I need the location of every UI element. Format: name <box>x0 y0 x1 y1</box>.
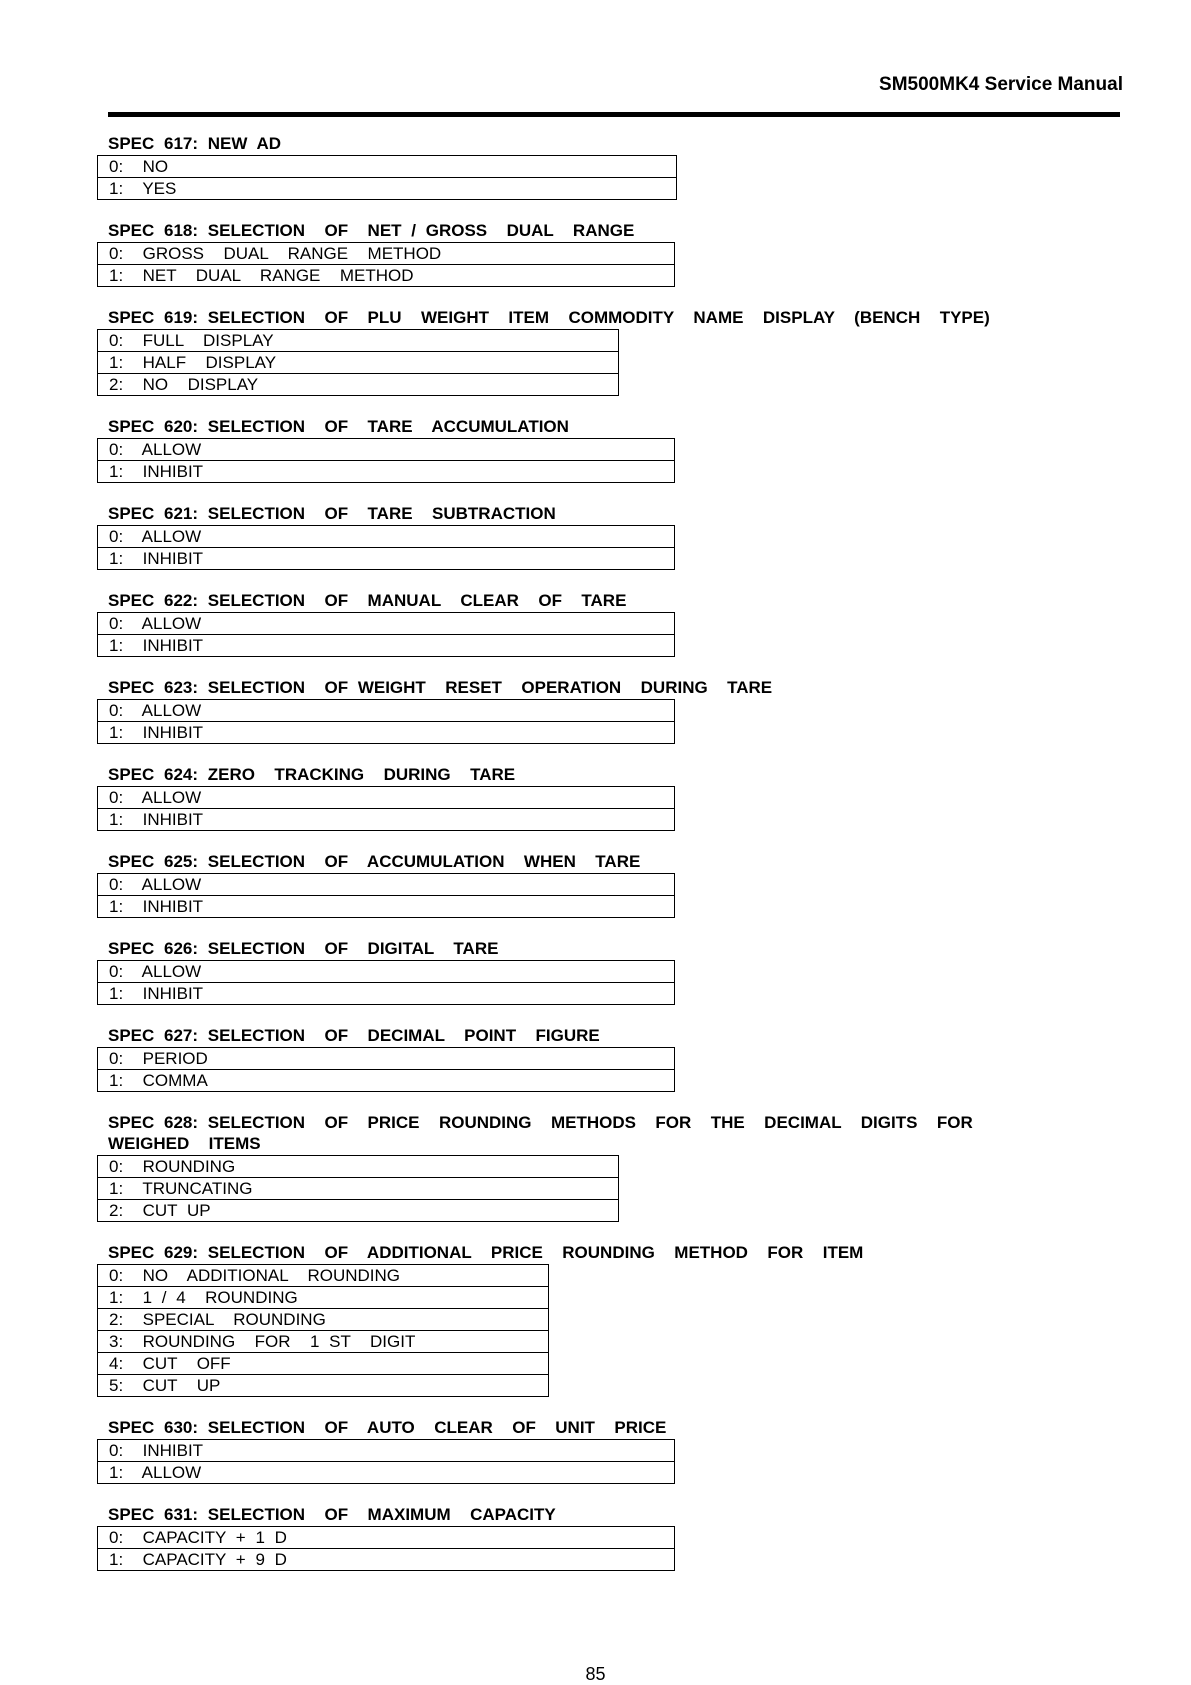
option-row: 1: INHIBIT <box>98 808 674 830</box>
option-row: 2: CUT UP <box>98 1199 618 1221</box>
spec-625 <box>97 851 1127 918</box>
spec-title: SPEC 623: SELECTION OF WEIGHT RESET OPERATION DURING TARE <box>108 678 773 697</box>
spec-title: SPEC 622: SELECTION OF MANUAL CLEAR OF TARE <box>108 591 627 610</box>
option-row: 5: CUT UP <box>98 1374 548 1396</box>
header-divider <box>108 112 1120 117</box>
option-table <box>97 612 675 657</box>
option-row: 4: CUT OFF <box>98 1352 548 1374</box>
spec-title: SPEC 625: SELECTION OF ACCUMULATION WHEN TARE <box>108 852 641 871</box>
option-row: 0: FULL DISPLAY <box>109 331 274 350</box>
option-row: 1: ALLOW <box>98 1461 674 1483</box>
spec-title: SPEC 618: SELECTION OF NET / GROSS DUAL RANGE <box>108 221 635 240</box>
option-row: 0: ALLOW <box>109 875 202 894</box>
spec-title: SPEC 624: ZERO TRACKING DURING TARE <box>108 765 516 784</box>
spec-629 <box>97 1242 1127 1397</box>
option-table <box>97 525 675 570</box>
option-row: 0: ALLOW <box>109 440 202 459</box>
option-row: 1: INHIBIT <box>98 547 674 569</box>
option-row: 2: NO DISPLAY <box>98 373 618 395</box>
spec-630 <box>97 1417 1127 1484</box>
option-row: 0: INHIBIT <box>109 1441 204 1460</box>
option-row: 0: ALLOW <box>109 527 202 546</box>
option-row: 0: CAPACITY + 1 D <box>109 1528 287 1547</box>
spec-631 <box>97 1504 1127 1571</box>
spec-624 <box>97 764 1127 831</box>
option-row: 0: GROSS DUAL RANGE METHOD <box>109 244 442 263</box>
option-row: 1: INHIBIT <box>98 634 674 656</box>
option-row: 1: INHIBIT <box>98 721 674 743</box>
option-table <box>97 1155 619 1222</box>
option-table <box>97 242 675 287</box>
option-row: 1: TRUNCATING <box>98 1177 618 1199</box>
spec-628 <box>97 1112 1127 1222</box>
option-table <box>97 873 675 918</box>
manual-title: SM500MK4 Service Manual <box>879 74 1123 95</box>
spec-title: SPEC 630: SELECTION OF AUTO CLEAR OF UNIT PRICE <box>108 1418 667 1437</box>
spec-title: SPEC 619: SELECTION OF PLU WEIGHT ITEM COMMODITY NAME DISPLAY (BENCH TYPE) <box>108 308 990 327</box>
spec-title: SPEC 631: SELECTION OF MAXIMUM CAPACITY <box>108 1505 556 1524</box>
spec-620 <box>97 416 1127 483</box>
spec-627 <box>97 1025 1127 1092</box>
option-table <box>97 1526 675 1571</box>
option-row: 1: COMMA <box>98 1069 674 1091</box>
option-table <box>97 786 675 831</box>
option-row: 1: 1 / 4 ROUNDING <box>98 1286 548 1308</box>
option-row: 0: ALLOW <box>109 962 202 981</box>
option-row: 0: NO ADDITIONAL ROUNDING <box>109 1266 401 1285</box>
option-row: 1: YES <box>98 177 676 199</box>
option-table <box>97 1047 675 1092</box>
option-row: 1: INHIBIT <box>98 460 674 482</box>
option-table <box>97 329 619 396</box>
spec-626 <box>97 938 1127 1005</box>
spec-623 <box>97 677 1127 744</box>
spec-title: SPEC 628: SELECTION OF PRICE ROUNDING METHODS FOR THE DECIMAL DIGITS FOR WEIGHED ITEMS <box>108 1113 993 1153</box>
option-row: 1: NET DUAL RANGE METHOD <box>98 264 674 286</box>
spec-622 <box>97 590 1127 657</box>
option-row: 0: ALLOW <box>109 788 202 807</box>
option-row: 1: CAPACITY + 9 D <box>98 1548 674 1570</box>
spec-title: SPEC 626: SELECTION OF DIGITAL TARE <box>108 939 499 958</box>
option-row: 0: PERIOD <box>109 1049 208 1068</box>
page-number: 85 <box>585 1664 606 1684</box>
option-row: 0: ALLOW <box>109 701 202 720</box>
option-row: 2: SPECIAL ROUNDING <box>98 1308 548 1330</box>
option-table <box>97 155 677 200</box>
option-row: 0: ALLOW <box>109 614 202 633</box>
option-table <box>97 960 675 1005</box>
spec-619 <box>97 307 1127 396</box>
option-row: 3: ROUNDING FOR 1 ST DIGIT <box>98 1330 548 1352</box>
option-row: 1: INHIBIT <box>98 982 674 1004</box>
option-row: 0: ROUNDING <box>109 1157 236 1176</box>
spec-title: SPEC 617: NEW AD <box>108 134 282 153</box>
spec-title: SPEC 621: SELECTION OF TARE SUBTRACTION <box>108 504 556 523</box>
spec-621 <box>97 503 1127 570</box>
spec-title: SPEC 620: SELECTION OF TARE ACCUMULATION <box>108 417 569 436</box>
option-row: 1: HALF DISPLAY <box>98 351 618 373</box>
option-table <box>97 699 675 744</box>
option-table <box>97 1439 675 1484</box>
option-row: 1: INHIBIT <box>98 895 674 917</box>
spec-title: SPEC 629: SELECTION OF ADDITIONAL PRICE ROUNDING METHOD FOR ITEM <box>108 1243 864 1262</box>
option-table <box>97 438 675 483</box>
spec-list <box>97 133 1127 1591</box>
option-row: 0: NO <box>109 157 169 176</box>
spec-617 <box>97 133 1127 200</box>
spec-618 <box>97 220 1127 287</box>
spec-title: SPEC 627: SELECTION OF DECIMAL POINT FIGURE <box>108 1026 600 1045</box>
option-table <box>97 1264 549 1397</box>
